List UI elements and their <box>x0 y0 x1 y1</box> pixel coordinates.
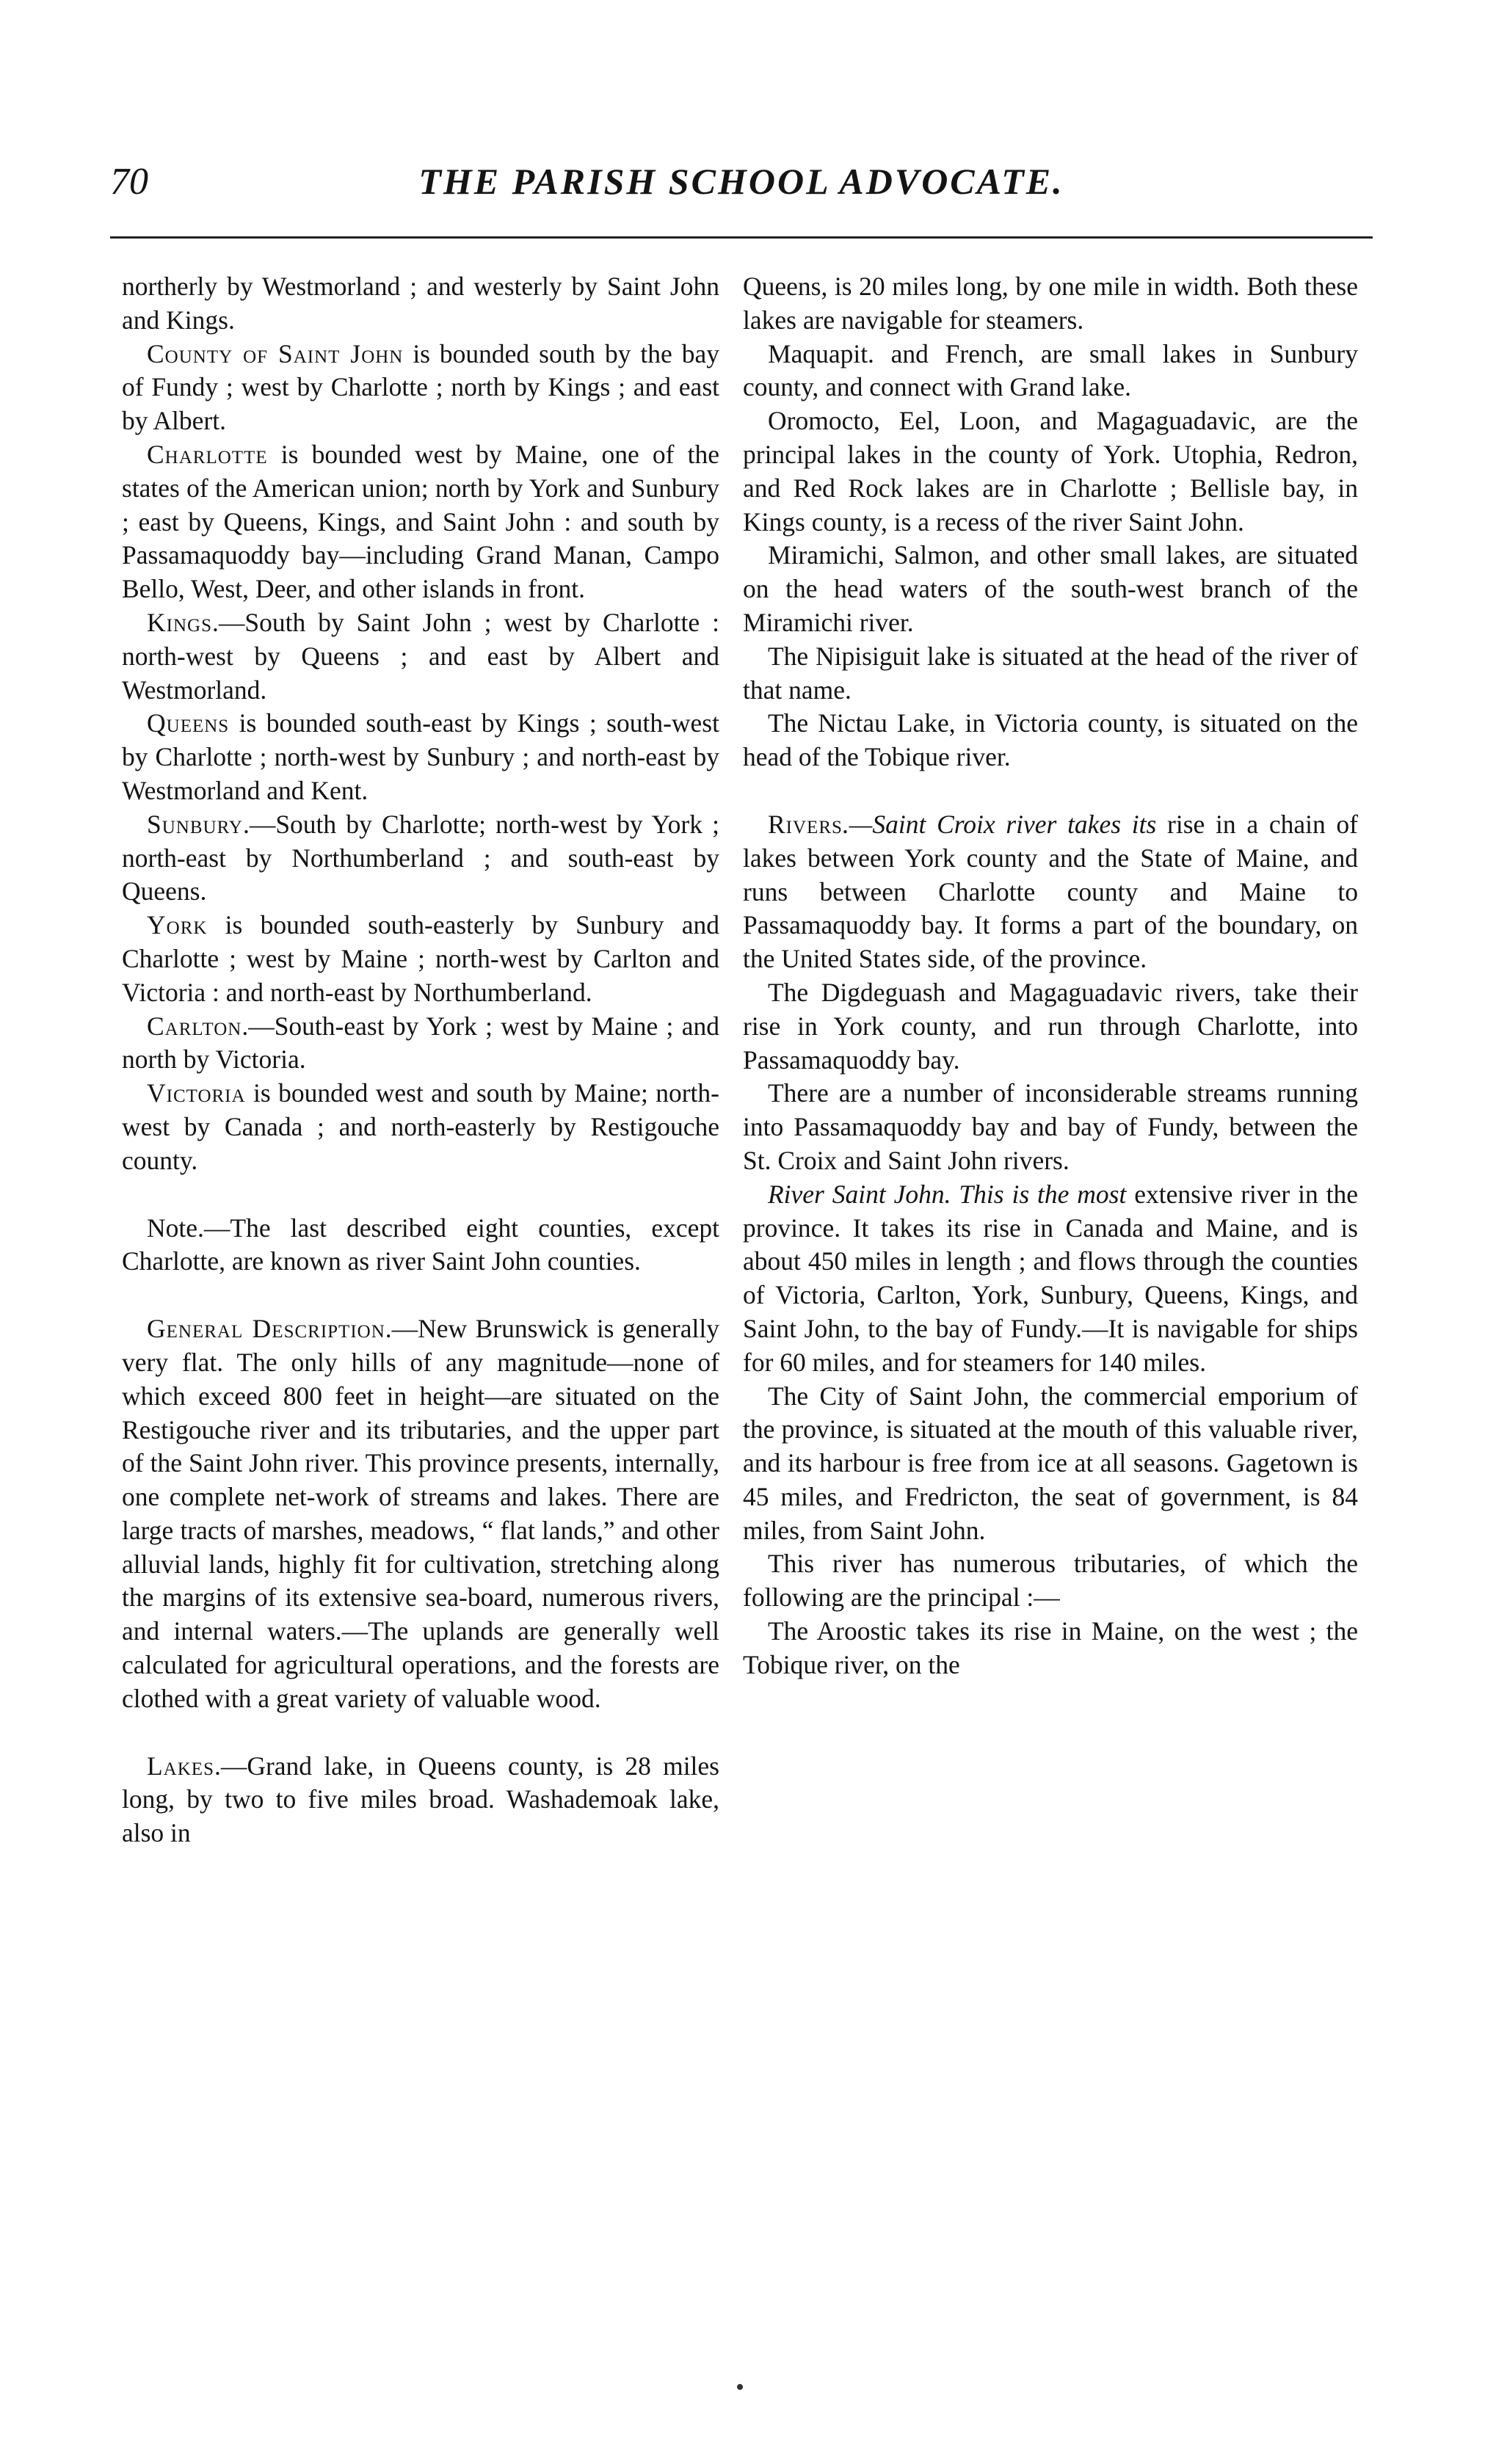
paragraph <box>122 270 719 338</box>
paragraph-text: The Nipisiguit lake is situated at the head of the river of that name. <box>743 641 1358 705</box>
page-header <box>110 160 1373 226</box>
paragraph <box>122 707 719 807</box>
paragraph-heading: River Saint John. <box>768 1179 951 1209</box>
paragraph-text: .—Grand lake, in Queens county, is 28 miles long, by two to five miles broad. Washademoak lake, also in <box>122 1751 719 1848</box>
italic-phrase: .—Saint Croix river takes its <box>842 809 1157 839</box>
paragraph-gap <box>122 1716 719 1750</box>
paragraph-gap <box>122 1178 719 1212</box>
paragraph <box>743 1615 1358 1682</box>
paragraph <box>743 404 1358 539</box>
page-number: 70 <box>110 161 148 203</box>
paragraph-text: Queens, is 20 miles long, by one mile in width. Both these lakes are navigable for steamers. <box>743 272 1358 335</box>
paragraph-text: Miramichi, Salmon, and other small lakes, are situated on the head waters of the south-west branch of the Miramichi river. <box>743 540 1358 637</box>
right-column <box>743 270 1358 1682</box>
paragraph-heading: Queens <box>147 708 230 738</box>
paragraph <box>743 976 1358 1077</box>
paragraph <box>743 270 1358 338</box>
paragraph <box>743 1380 1358 1548</box>
paragraph <box>743 1077 1358 1177</box>
paragraph-text: is bounded west by Maine, one of the states of the American union; north by York and Sunbury ; east by Queens, Kings, and Saint John : and south by Passamaquoddy bay—including Grand Manan, Campo Bello, West, Deer, and other islands in front. <box>122 439 719 604</box>
paragraph-text: The Digdeguash and Magaguadavic rivers, take their rise in York county, and run through Charlotte, into Passamaquoddy bay. <box>743 977 1358 1075</box>
paragraph <box>122 1312 719 1716</box>
paragraph-text: .—New Brunswick is generally very flat. The only hills of any magnitude—none of which exceed 800 feet in height—are situated on the Restigouche river and its tributaries, and the upper part of the Saint John river. This province presents, internally, one complete net-work of streams and lakes. There are large tracts of marshes, meadows, “ flat lands,” and other alluvial lands, highly fit for cultivation, stretching along the margins of its extensive sea-board, numerous rivers, and internal waters.—The uplands are generally well calculated for agricultural operations, and the forests are clothed with a great variety of valuable wood. <box>122 1314 719 1713</box>
paragraph <box>743 539 1358 639</box>
paragraph-heading: Charlotte <box>147 439 268 469</box>
italic-phrase: This is the most <box>951 1179 1127 1209</box>
paragraph-text: extensive river in the province. It takes its rise in Canada and Maine, and is about 450 miles in length ; and flows through the counties of Victoria, Carlton, York, Sunbury, Queens, Kings, and Saint John, to the bay of Fundy.—It is navigable for ships for 60 miles, and for steamers for 140 miles. <box>743 1179 1358 1377</box>
paragraph-text: The Nictau Lake, in Victoria county, is situated on the head of the Tobique river. <box>743 708 1358 772</box>
paragraph <box>122 808 719 909</box>
paragraph <box>122 1010 719 1077</box>
paragraph-text: .—South by Charlotte; north-west by York ; north-east by Northumberland ; and south-east by Queens. <box>122 809 719 906</box>
paragraph-text: Maquapit. and French, are small lakes in Sunbury county, and connect with Grand lake. <box>743 338 1358 402</box>
paragraph-text: The Aroostic takes its rise in Maine, on the west ; the Tobique river, on the <box>743 1616 1358 1679</box>
paragraph <box>743 1178 1358 1380</box>
paragraph-gap <box>743 774 1358 808</box>
left-column <box>122 270 719 1850</box>
paragraph-heading: Rivers <box>768 809 843 839</box>
paragraph <box>743 640 1358 708</box>
paragraph <box>743 808 1358 976</box>
paragraph <box>743 1547 1358 1615</box>
paragraph-text: There are a number of inconsiderable streams running into Passamaquoddy bay and bay of Fundy, between the St. Croix and Saint John rivers. <box>743 1078 1358 1175</box>
paragraph-text: is bounded west and south by Maine; north-west by Canada ; and north-easterly by Restigouche county. <box>122 1078 719 1175</box>
paragraph <box>122 1077 719 1177</box>
paragraph <box>122 1750 719 1850</box>
paragraph-heading: Lakes <box>147 1751 214 1781</box>
paragraph-heading: County of Saint John <box>147 338 404 368</box>
paragraph <box>122 606 719 707</box>
paragraph-text: is bounded south-east by Kings ; south-west by Charlotte ; north-west by Sunbury ; and north-east by Westmorland and Kent. <box>122 708 719 805</box>
paragraph-text: Oromocto, Eel, Loon, and Magaguadavic, are the principal lakes in the county of York. Utophia, Redron, and Red Rock lakes are in Charlotte ; Bellisle bay, in Kings county, is a recess of the river Saint John. <box>743 406 1358 537</box>
paragraph-heading: General Description <box>147 1314 385 1344</box>
paragraph-heading: Victoria <box>147 1078 246 1108</box>
paragraph-text: This river has numerous tributaries, of which the following are the principal :— <box>743 1549 1358 1613</box>
paragraph <box>743 338 1358 405</box>
paragraph-text: The City of Saint John, the commercial emporium of the province, is situated at the mouth of this valuable river, and its harbour is free from ice at all seasons. Gagetown is 45 miles, and Fredricton, the seat of government, is 84 miles, from Saint John. <box>743 1381 1358 1545</box>
paragraph <box>122 1212 719 1279</box>
paragraph-text: northerly by Westmorland ; and westerly by Saint John and Kings. <box>122 272 719 335</box>
paragraph-gap <box>122 1279 719 1312</box>
paragraph-text: .—South by Saint John ; west by Charlotte : north-west by Queens ; and east by Albert and Westmorland. <box>122 607 719 705</box>
paragraph <box>743 707 1358 774</box>
paragraph-text: .—South-east by York ; west by Maine ; and north by Victoria. <box>122 1011 719 1075</box>
paragraph-text: is bounded south-easterly by Sunbury and Charlotte ; west by Maine ; north-west by Carlton and Victoria : and north-east by Northumberland. <box>122 910 719 1007</box>
paragraph-text: is bounded south by the bay of Fundy ; west by Charlotte ; north by Kings ; and east by Albert. <box>122 338 719 436</box>
paragraph-text: rise in a chain of lakes between York county and the State of Maine, and runs between Charlotte county and Maine to Passamaquoddy bay. It forms a part of the boundary, on the United States side, of the province. <box>743 809 1359 974</box>
footer-mark <box>737 2384 743 2390</box>
paragraph-heading: Kings <box>147 607 212 637</box>
paragraph <box>122 438 719 606</box>
header-rule <box>110 236 1373 239</box>
paragraph-heading: York <box>147 910 208 940</box>
running-title: THE PARISH SCHOOL ADVOCATE. <box>418 161 1064 202</box>
paragraph-heading: Sunbury <box>147 809 243 839</box>
paragraph-text: Note.—The last described eight counties, except Charlotte, are known as river Saint John counties. <box>122 1213 719 1276</box>
paragraph <box>122 909 719 1009</box>
paragraph <box>122 338 719 438</box>
paragraph-heading: Carlton <box>147 1011 242 1041</box>
